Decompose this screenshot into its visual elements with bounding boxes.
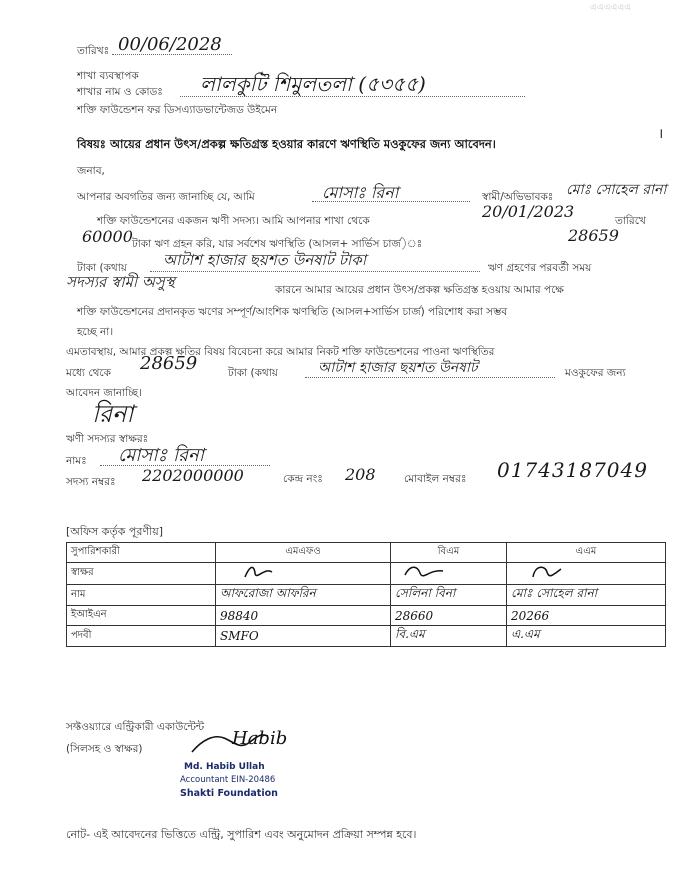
row-label-name: নাম (67, 585, 216, 606)
p1-text-f: টাকা (কথায় (77, 262, 127, 274)
p2-text-e: আবেদন জানাচ্ছি। (66, 387, 142, 399)
waiver-amount: 28659 (140, 353, 198, 374)
p1-text-i: শক্তি ফাউন্ডেশনের প্রদানকৃত ঋণের সম্পূর্ণ/আংশিক ঋণস্থিতি (আসল+সার্ভিস চার্জ) পরিশোধ করা সম্ভব (77, 306, 508, 318)
subject-line: বিষয়ঃ আয়ের প্রধান উৎস/প্রকল্প ক্ষতিগ্রস্ত হওয়ার কারণে ঋণস্থিতি মওকুফের জন্য আবেদন। (77, 137, 496, 151)
recipient-line: শাখা ব্যবস্থাপক (77, 70, 139, 82)
bm-ein: 28660 (390, 606, 506, 626)
p2-text-c: টাকা (কথায় (228, 367, 278, 379)
balance-in-words: আটাশ হাজার ছয়শত উনষাট টাকা (163, 251, 367, 269)
p1-text-d: তারিখে (615, 215, 646, 227)
branch-value: লালকুটি শিমুলতলা (৫৩৫৫) (200, 72, 426, 96)
mfo-signature (216, 563, 391, 585)
table-row (67, 606, 666, 626)
center-label: কেন্দ্র নংঃ (283, 473, 323, 485)
applicant-name: মোসাঃ রিনা (118, 445, 204, 466)
member-label: সদস্য নম্বরঃ (66, 476, 116, 488)
p2-text-d: মওকুফের জন্য (565, 367, 626, 379)
am-designation: এ.এম (506, 626, 665, 647)
stamp-name: Md. Habib Ullah (184, 762, 265, 772)
mfo-name: আফরোজা আফরিন (216, 585, 391, 606)
mobile-label: মোবাইল নম্বরঃ (404, 473, 467, 485)
p1-name-dotline (312, 201, 470, 202)
waiver-in-words: আটাশ হাজার ছয়শত উনষাট (318, 360, 478, 376)
mfo-designation: SMFO (216, 626, 391, 647)
p2-words-dotline (305, 377, 555, 378)
applicant-signature: রিনা (92, 400, 134, 428)
footer-note: নোট- এই আবেদনের ভিত্তিতে এন্ট্রি, সুপারিশ এবং অনুমোদন প্রক্রিয়া সম্পন্ন হবে। (66, 828, 417, 841)
branch-label: শাখার নাম ও কোডঃ (77, 86, 163, 98)
accountant-signature-stroke (190, 730, 270, 756)
table-row (67, 585, 666, 606)
mfo-ein: 98840 (216, 606, 391, 626)
loan-amount: 60000 (82, 227, 133, 246)
accountant-signature: Habib (232, 728, 288, 749)
branch-dotline (180, 96, 525, 97)
am-signature (506, 563, 665, 585)
row-label-recommender: সুপারিশকারী (67, 543, 216, 563)
accountant-line1: সফ্টওয়্যারে এন্ট্রিকারী একাউন্টেন্ট (66, 721, 205, 733)
bm-signature (390, 563, 506, 585)
p1-text-e: টাকা ঋণ গ্রহন করি, যার সর্বশেষ ঋণস্থিতি (আসল+ সার্ভিস চার্জ)ঃ (132, 238, 423, 250)
applicant-name-inline: মোসাঃ রিনা (322, 183, 399, 202)
guardian-name: মোঃ সোহেল রানা (566, 182, 667, 198)
row-label-signature: স্বাক্ষর (67, 563, 216, 585)
member-number: 2202000000 (142, 466, 244, 485)
p1-text-g: ঋণ গ্রহণের পরবর্তী সময় (488, 262, 592, 274)
center-number: 208 (345, 465, 376, 484)
top-faint-mark: এএএএএএ (590, 3, 632, 13)
margin-mark: । (658, 126, 664, 142)
col-header-mfo: এমএফও (216, 543, 391, 563)
salutation: জনাব, (77, 165, 105, 177)
office-title: [অফিস কর্তৃক পূরণীয়] (66, 525, 163, 538)
sign-label: ঋণী সদস্যর স্বাক্ষরঃ (66, 433, 149, 445)
table-row (67, 543, 666, 563)
am-name: মোঃ সোহেল রানা (506, 585, 665, 606)
loan-date: 20/01/2023 (482, 202, 575, 221)
org-line: শক্তি ফাউন্ডেশন ফর ডিসএ্যাডভান্টেজড উইমেন (77, 104, 278, 116)
date-label: তারিখঃ (77, 45, 110, 57)
stamp-org: Shakti Foundation (180, 788, 278, 799)
outstanding-balance: 28659 (568, 226, 619, 245)
p2-text-a: এমতাবস্থায়, আমার প্রকল্প ক্ষতির বিষয় বিবেচনা করে আমার নিকট শক্তি ফাউন্ডেশনের পাওনা ঋণস্থিতির (66, 346, 495, 358)
row-label-designation: পদবী (67, 626, 216, 647)
p1-words-dotline (150, 271, 480, 272)
col-header-bm: বিএম (390, 543, 506, 563)
p1-text-j: হচ্ছে না। (77, 326, 114, 338)
office-table (66, 542, 666, 647)
p1-text-h: কারনে আমার আয়ের প্রধান উৎস/প্রকল্প ক্ষতিগ্রস্ত হওয়ায় আমার পক্ষে (275, 284, 564, 296)
p1-text-c: শক্তি ফাউন্ডেশনের একজন ঋণী সদস্য। আমি আপনার শাখা থেকে (97, 215, 370, 227)
p1-text-a: আপনার অবগতির জন্য জানাচ্ছি যে, আমি (77, 191, 255, 203)
table-row (67, 563, 666, 585)
mobile-number: 01743187049 (497, 458, 648, 482)
bm-designation: বি.এম (390, 626, 506, 647)
stamp-title: Accountant EIN-20486 (180, 775, 276, 785)
row-label-ein: ইআইএন (67, 606, 216, 626)
p2-text-b: মধ্যে থেকে (66, 367, 111, 379)
accountant-line2: (সিলসহ ও স্বাক্ষর) (66, 743, 143, 755)
col-header-am: এএম (506, 543, 665, 563)
name-label: নামঃ (66, 455, 87, 467)
date-dotline (112, 54, 232, 55)
p1-text-b: স্বামী/অভিভাবকঃ (482, 191, 554, 203)
date-value: 00/06/2028 (118, 34, 222, 55)
damage-reason: সদস্যর স্বামী অসুস্থ (66, 273, 175, 291)
table-row (67, 626, 666, 647)
am-ein: 20266 (506, 606, 665, 626)
bm-name: সেলিনা বিনা (390, 585, 506, 606)
